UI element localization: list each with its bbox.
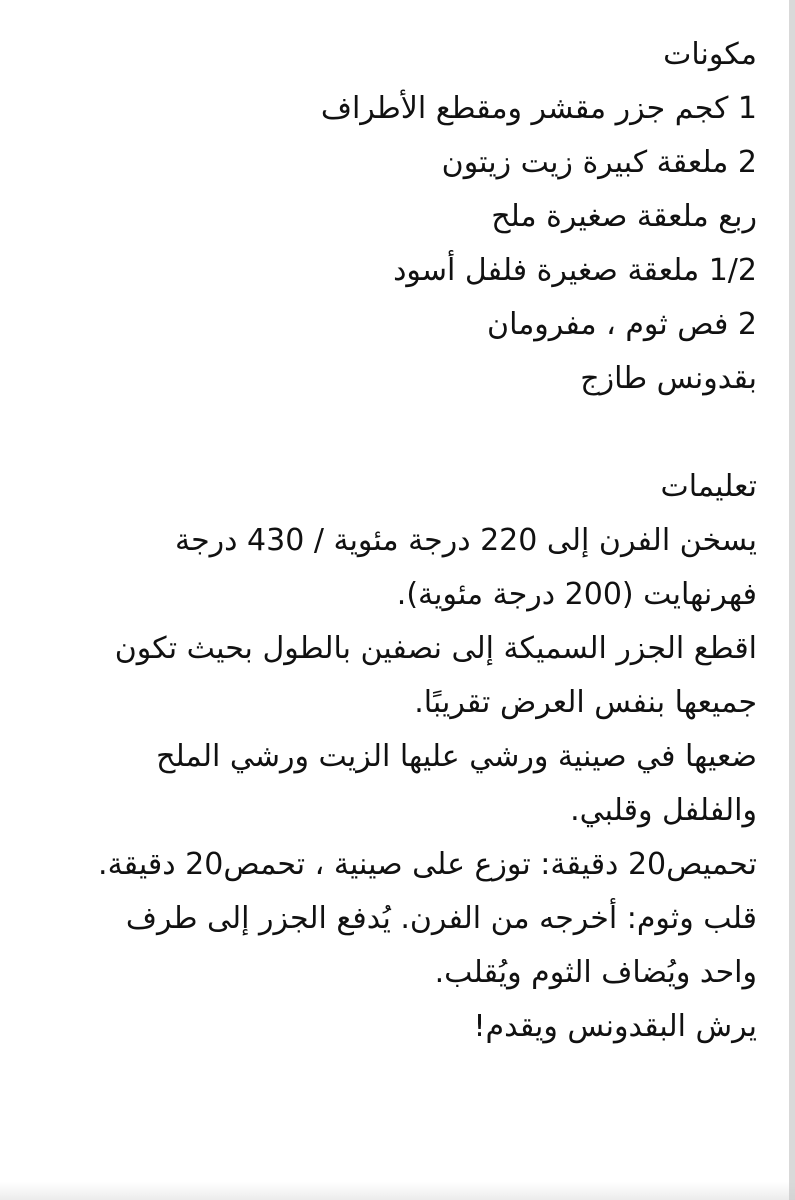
section-spacer — [67, 406, 757, 460]
instruction-step: تحميص20 دقيقة: توزع على صينية ، تحمص20 دقيقة. — [98, 847, 757, 882]
instructions-heading: تعليمات — [660, 469, 757, 504]
bottom-edge-shadow — [0, 1182, 795, 1200]
scrollbar-track — [789, 0, 795, 1200]
ingredient-item: 1 كجم جزر مقشر ومقطع الأطراف — [320, 91, 757, 126]
ingredient-item: ربع ملعقة صغيرة ملح — [491, 199, 757, 234]
ingredient-item: 2 ملعقة كبيرة زيت زيتون — [441, 145, 757, 180]
ingredients-heading: مكونات — [663, 37, 757, 72]
instruction-step: ضعيها في صينية ورشي عليها الزيت ورشي الملح والفلفل وقلبي. — [156, 739, 757, 828]
instruction-step: قلب وثوم: أخرجه من الفرن. يُدفع الجزر إلى طرف واحد ويُضاف الثوم ويُقلب. — [125, 901, 757, 990]
instruction-step: يسخن الفرن إلى 220 درجة مئوية / 430 درجة فهرنهايت (200 درجة مئوية). — [175, 523, 757, 612]
ingredient-item: 1/2 ملعقة صغيرة فلفل أسود — [393, 253, 757, 288]
instruction-step: اقطع الجزر السميكة إلى نصفين بالطول بحيث تكون جميعها بنفس العرض تقريبًا. — [114, 631, 757, 720]
instruction-step: يرش البقدونس ويقدم! — [473, 1009, 757, 1044]
ingredient-item: بقدونس طازج — [580, 361, 757, 396]
recipe-document — [67, 28, 757, 1054]
ingredient-item: 2 فص ثوم ، مفرومان — [487, 307, 757, 342]
